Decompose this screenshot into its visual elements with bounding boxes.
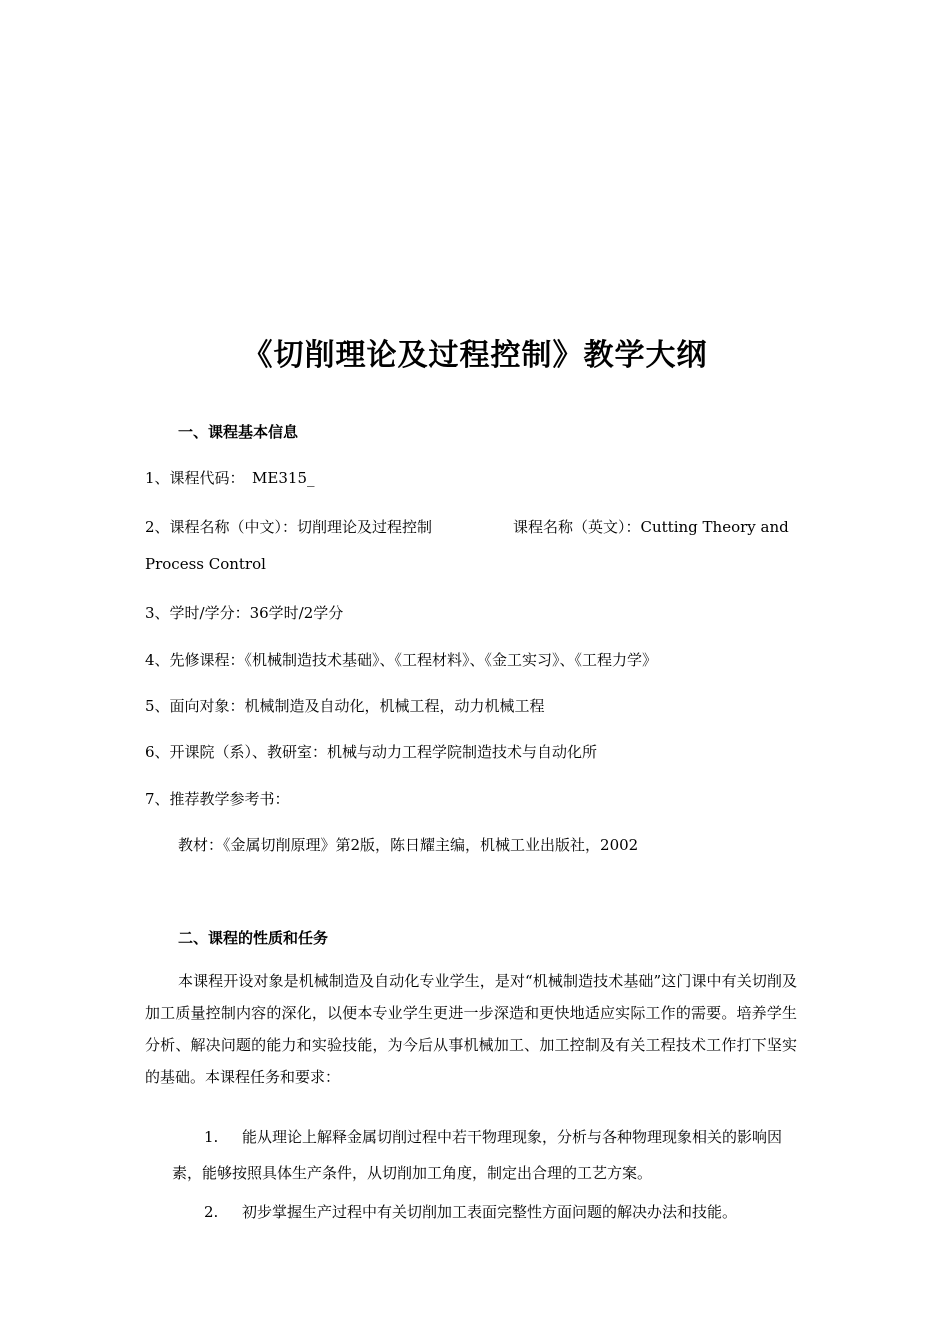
item-audience: 5、面向对象：机械制造及自动化，机械工程，动力机械工程 [145,697,545,715]
task-list-item [172,1194,797,1230]
document-title: 《切削理论及过程控制》教学大纲 [242,338,708,373]
item-prerequisites: 4、先修课程：《机械制造技术基础》、《工程材料》、《金工实习》、《工程力学》 [145,651,658,669]
item-course-name-en: 课程名称（英文）：Cutting Theory and [513,518,789,536]
list-number: 2. [204,1203,219,1221]
item-hours-credits: 3、学时/学分：36学时/2学分 [145,604,344,622]
task-list-item [172,1119,797,1191]
item-course-code: 1、课程代码： ME315_ [145,469,315,487]
item-course-name-en-cont: Process Control [145,555,266,573]
section2-paragraph: 本课程开设对象是机械制造及自动化专业学生，是对“机械制造技术基础”这门课中有关切削及加工质量控制内容的深化，以便本专业学生更进一步深造和更快地适应实际工作的需要。培养学生分析、解决问题的能力和实验技能，为今后从事机械加工、加工控制及有关工程技术工作打下坚实的基础。本课程任务和要求： [145,972,797,1086]
list-text: 能从理论上解释金属切削过程中若干物理现象，分析与各种物理现象相关的影响因素，能够按照具体生产条件，从切削加工角度，制定出合理的工艺方案。 [172,1128,783,1182]
item-course-name-cn: 2、课程名称（中文）：切削理论及过程控制 [145,518,433,536]
list-text: 初步掌握生产过程中有关切削加工表面完整性方面问题的解决办法和技能。 [242,1203,738,1221]
item-references: 7、推荐教学参考书： [145,790,290,808]
section-heading-nature-tasks: 二、课程的性质和任务 [178,929,329,947]
item-department: 6、开课院（系）、教研室：机械与动力工程学院制造技术与自动化所 [145,743,598,761]
section-heading-basic-info: 一、课程基本信息 [178,423,299,441]
list-number: 1. [204,1128,219,1146]
item-textbook: 教材：《金属切削原理》第2版，陈日耀主编，机械工业出版社，2002 [178,836,639,854]
